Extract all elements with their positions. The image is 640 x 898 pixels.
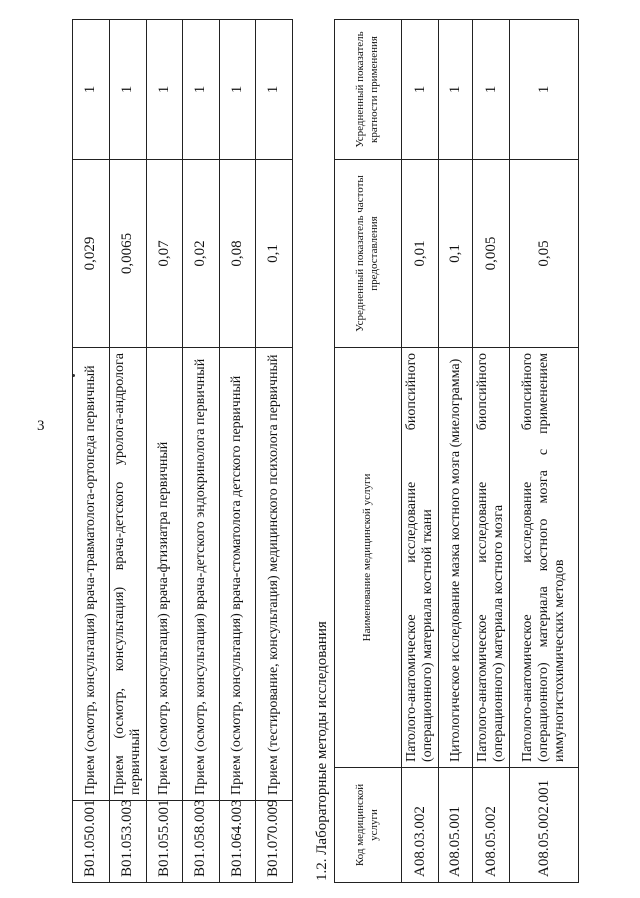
- service-name: Прием (осмотр, консультация) врача-травматолога-ортопеда первичный: [73, 348, 110, 801]
- service-code: B01.064.003: [219, 801, 256, 883]
- frequency-value: 0,1: [439, 160, 473, 348]
- service-code: A08.03.002: [402, 768, 439, 883]
- multiplicity-value: 1: [109, 20, 146, 160]
- page-number: 3: [37, 418, 45, 434]
- service-name: Цитологическое исследование мазка костного мозга (миелограмма): [439, 348, 473, 768]
- services-table-consultations: [72, 19, 293, 883]
- table-header-row: [335, 20, 402, 883]
- multiplicity-value: 1: [219, 20, 256, 160]
- frequency-value: 0,005: [473, 160, 510, 348]
- table-row: [146, 20, 183, 883]
- service-code: A08.05.002.001: [510, 768, 579, 883]
- frequency-value: 0,1: [256, 160, 293, 348]
- table-row: [256, 20, 293, 883]
- service-name: Патолого-анатомическое исследование биопсийного (операционного) материала костной ткани: [402, 348, 439, 768]
- frequency-value: 0,0065: [109, 160, 146, 348]
- service-code: A08.05.002: [473, 768, 510, 883]
- service-name: Прием (осмотр, консультация) врача-фтизиатра первичный: [146, 348, 183, 801]
- header-multiplicity: Усредненный показатель кратности применения: [335, 20, 402, 160]
- service-name: Патолого-анатомическое исследование биопсийного (операционного) материала костного мозга: [473, 348, 510, 768]
- multiplicity-value: 1: [510, 20, 579, 160]
- services-table-laboratory: [334, 19, 579, 883]
- frequency-value: 0,02: [183, 160, 220, 348]
- table-row: [183, 20, 220, 883]
- service-code: B01.070.009: [256, 801, 293, 883]
- multiplicity-value: 1: [256, 20, 293, 160]
- multiplicity-value: 1: [183, 20, 220, 160]
- table-row: [510, 20, 579, 883]
- table-row: [439, 20, 473, 883]
- table-row: [73, 20, 110, 883]
- frequency-value: 0,07: [146, 160, 183, 348]
- service-name: Прием (осмотр, консультация) врача-детского уролога-андролога первичный: [109, 348, 146, 801]
- service-code: A08.05.001: [439, 768, 473, 883]
- frequency-value: 0,08: [219, 160, 256, 348]
- service-code: B01.058.003: [183, 801, 220, 883]
- multiplicity-value: 1: [73, 20, 110, 160]
- service-name: Прием (осмотр, консультация) врача-стоматолога детского первичный: [219, 348, 256, 801]
- service-name: Патолого-анатомическое исследование биопсийного (операционного) материала костного мозга с применением иммуногистохимических методов: [510, 348, 579, 768]
- table-row: [473, 20, 510, 883]
- service-code: B01.050.001: [73, 801, 110, 883]
- service-name: Прием (тестирование, консультация) медицинского психолога первичный: [256, 348, 293, 801]
- multiplicity-value: 1: [146, 20, 183, 160]
- service-code: B01.053.003: [109, 801, 146, 883]
- header-name: Наименование медицинской услуги: [335, 348, 402, 768]
- multiplicity-value: 1: [402, 20, 439, 160]
- frequency-value: 0,05: [510, 160, 579, 348]
- frequency-value: 0,01: [402, 160, 439, 348]
- table-row: [219, 20, 256, 883]
- table-row: [109, 20, 146, 883]
- table-row: [402, 20, 439, 883]
- service-code: B01.055.001: [146, 801, 183, 883]
- multiplicity-value: 1: [439, 20, 473, 160]
- service-name: Прием (осмотр, консультация) врача-детского эндокринолога первичный: [183, 348, 220, 801]
- frequency-value: 0,029: [73, 160, 110, 348]
- header-frequency: Усредненный показатель частоты предоставления: [335, 160, 402, 348]
- multiplicity-value: 1: [473, 20, 510, 160]
- header-code: Код медицинской услуги: [335, 768, 402, 883]
- section-title: 1.2. Лабораторные методы исследования: [314, 621, 330, 881]
- rotated-content: [72, 20, 568, 883]
